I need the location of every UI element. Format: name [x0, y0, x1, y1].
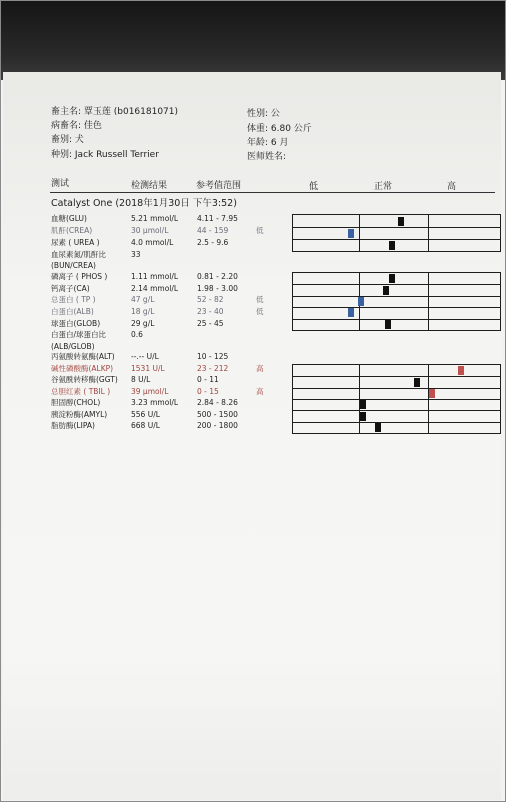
row-test-name: 肌酐(CREA) [51, 226, 93, 235]
row-test-name: 脂肪酶(LIPA) [51, 421, 95, 430]
row-result: 1.11 mmol/L [131, 272, 179, 281]
col-low: 低 [309, 182, 319, 192]
col-reference: 参考值范围 [196, 181, 242, 191]
pet-name: 病畜名: 佳色 [51, 121, 102, 131]
row-range: 52 - 82 [197, 295, 224, 304]
row-range: 23 - 212 [197, 364, 229, 373]
row-test-name: 血尿素氮/肌酐比 [51, 250, 107, 259]
row-result: --.-- U/L [131, 352, 159, 361]
row-range: 23 - 40 [197, 307, 224, 316]
row-range: 4.11 - 7.95 [197, 214, 238, 223]
breed: 种别: Jack Russell Terrier [51, 150, 159, 160]
row-test-name: 丙氨酸转氨酶(ALT) [51, 352, 115, 361]
row-result: 1531 U/L [131, 364, 165, 373]
row-test-name: 白蛋白/球蛋白比 [51, 330, 107, 339]
owner-name: 畜主名: 覃玉莲 (b016181071) [51, 107, 179, 117]
row-result: 30 µmol/L [131, 226, 169, 235]
row-result: 556 U/L [131, 410, 160, 419]
row-test-name: 钙离子(CA) [51, 284, 90, 293]
row-test-name: 白蛋白(ALB) [51, 307, 94, 316]
row-result: 5.21 mmol/L [131, 214, 179, 223]
row-test-name: 碱性磷酸酶(ALKP) [51, 364, 114, 373]
row-test-name: (BUN/CREA) [51, 261, 96, 270]
row-test-name: 总胆红素 ( TBIL ) [51, 387, 111, 396]
row-result: 18 g/L [131, 307, 155, 316]
row-test-name: 磷离子 ( PHOS ) [51, 272, 108, 281]
row-test-name: 胆固醇(CHOL) [51, 398, 101, 407]
row-flag: 高 [256, 387, 264, 396]
row-test-name: (ALB/GLOB) [51, 342, 95, 351]
row-result: 33 [131, 250, 141, 259]
row-result: 3.23 mmol/L [131, 398, 179, 407]
vet-name: 医师姓名: [247, 152, 287, 162]
species: 畜别: 犬 [51, 135, 84, 145]
row-range: 200 - 1800 [197, 421, 238, 430]
row-test-name: 尿素 ( UREA ) [51, 238, 100, 247]
row-result: 39 µmol/L [131, 387, 169, 396]
row-result: 668 U/L [131, 421, 160, 430]
col-normal: 正常 [374, 182, 393, 192]
row-range: 10 - 125 [197, 352, 229, 361]
weight: 体重: 6.80 公斤 [247, 124, 312, 134]
row-result: 0.6 [131, 330, 143, 339]
row-result: 4.0 mmol/L [131, 238, 174, 247]
row-flag: 低 [256, 295, 264, 304]
col-test: 测试 [51, 179, 70, 189]
row-test-name: 球蛋白(GLOB) [51, 319, 101, 328]
row-result: 2.14 mmol/L [131, 284, 179, 293]
row-result: 47 g/L [131, 295, 155, 304]
age: 年龄: 6 月 [247, 138, 289, 148]
sex: 性别: 公 [247, 109, 280, 119]
row-test-name: 谷氨酰转移酶(GGT) [51, 375, 118, 384]
row-test-name: 胰淀粉酶(AMYL) [51, 410, 108, 419]
row-flag: 低 [256, 307, 264, 316]
row-range: 0 - 11 [197, 375, 219, 384]
row-range: 2.5 - 9.6 [197, 238, 229, 247]
row-range: 0 - 15 [197, 387, 219, 396]
col-high: 高 [447, 182, 457, 192]
row-result: 8 U/L [131, 375, 151, 384]
row-range: 500 - 1500 [197, 410, 238, 419]
row-range: 1.98 - 3.00 [197, 284, 238, 293]
row-range: 0.81 - 2.20 [197, 272, 238, 281]
row-test-name: 总蛋白 ( TP ) [51, 295, 96, 304]
row-test-name: 血糖(GLU) [51, 214, 87, 223]
col-result: 检测结果 [131, 181, 168, 191]
row-flag: 高 [256, 364, 264, 373]
row-range: 25 - 45 [197, 319, 224, 328]
row-range: 2.84 - 8.26 [197, 398, 238, 407]
row-range: 44 - 159 [197, 226, 229, 235]
row-result: 29 g/L [131, 319, 155, 328]
section-title: Catalyst One (2018年1月30日 下午3:52) [51, 198, 237, 209]
row-flag: 低 [256, 226, 264, 235]
